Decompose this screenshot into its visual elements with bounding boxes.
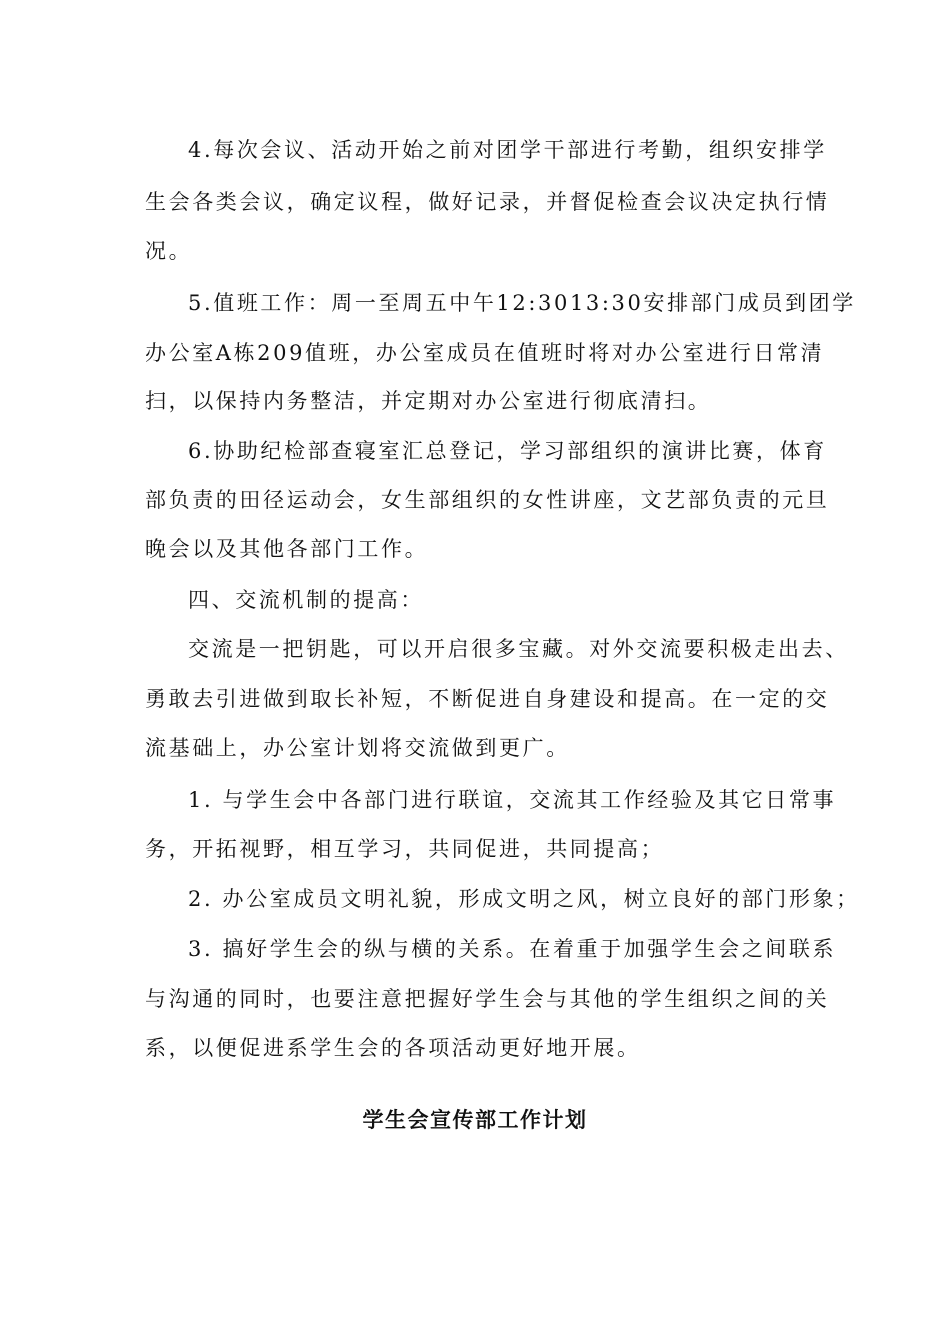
paragraph-line: 务，开拓视野，相互学习，共同促进，共同提高； <box>145 837 665 861</box>
paragraph-line: 勇敢去引进做到取长补短，不断促进自身建设和提高。在一定的交 <box>145 687 830 711</box>
paragraph-line: 1. 与学生会中各部门进行联谊，交流其工作经验及其它日常事 <box>188 788 837 812</box>
paragraph-line: 5.值班工作：周一至周五中午12:3013:30安排部门成员到团学 <box>188 291 856 315</box>
paragraph-line: 生会各类会议，确定议程，做好记录，并督促检查会议决定执行情 <box>145 190 830 214</box>
paragraph-line: 办公室A栋209值班，办公室成员在值班时将对办公室进行日常清 <box>145 341 825 365</box>
paragraph-line: 6.协助纪检部查寝室汇总登记，学习部组织的演讲比赛，体育 <box>188 439 827 463</box>
paragraph-line: 与沟通的同时，也要注意把握好学生会与其他的学生组织之间的关 <box>145 987 830 1011</box>
paragraph-line: 扫，以保持内务整洁，并定期对办公室进行彻底清扫。 <box>145 389 712 413</box>
paragraph-line: 部负责的田径运动会，女生部组织的女性讲座，文艺部负责的元旦 <box>145 488 830 512</box>
paragraph-line: 流基础上，办公室计划将交流做到更广。 <box>145 736 570 760</box>
paragraph-line: 4.每次会议、活动开始之前对团学干部进行考勤，组织安排学 <box>188 138 827 162</box>
paragraph-line: 晚会以及其他各部门工作。 <box>145 537 429 561</box>
paragraph-line: 系，以便促进系学生会的各项活动更好地开展。 <box>145 1036 641 1060</box>
paragraph-line: 3. 搞好学生会的纵与横的关系。在着重于加强学生会之间联系 <box>188 937 837 961</box>
paragraph-line: 2. 办公室成员文明礼貌，形成文明之风，树立良好的部门形象； <box>188 887 860 911</box>
next-section-title: 学生会宣传部工作计划 <box>362 1107 588 1132</box>
section-heading: 四、交流机制的提高： <box>188 588 424 612</box>
paragraph-line: 况。 <box>145 239 193 263</box>
paragraph-line: 交流是一把钥匙，可以开启很多宝藏。对外交流要积极走出去、 <box>188 637 849 661</box>
